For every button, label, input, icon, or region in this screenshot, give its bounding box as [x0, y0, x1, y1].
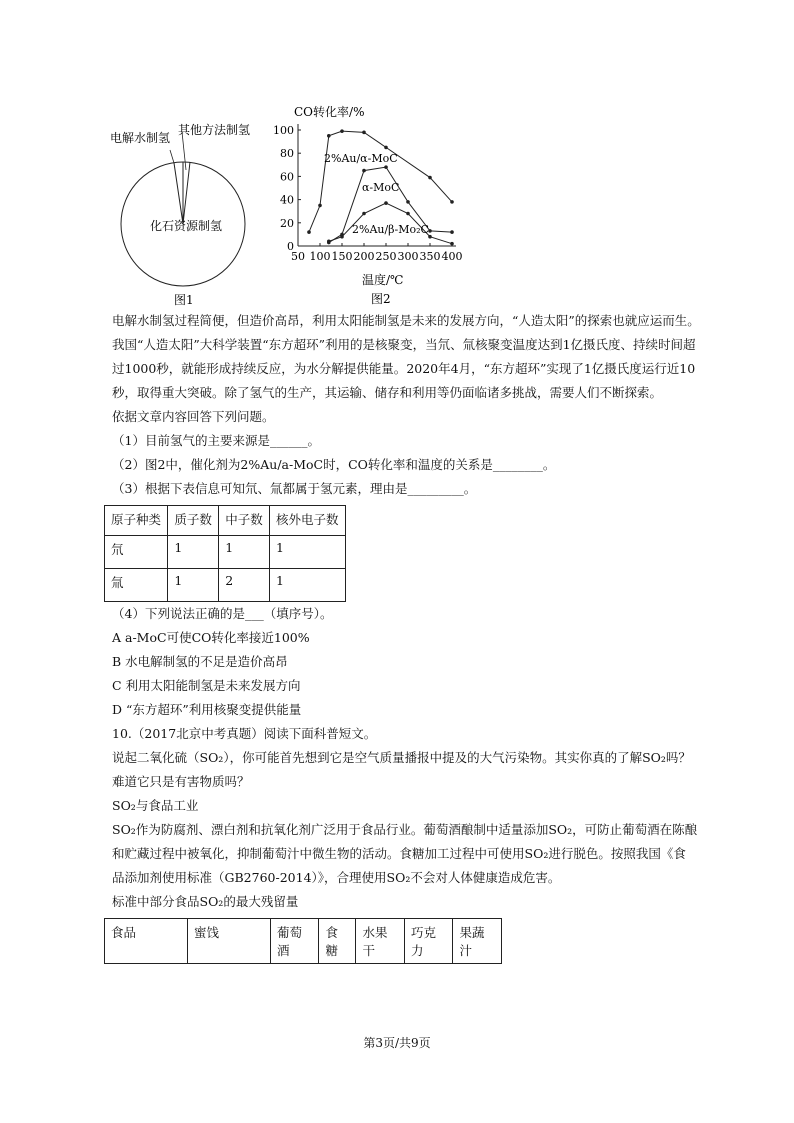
y-axis-label: CO转化率/% [294, 105, 365, 119]
data-point [450, 242, 454, 246]
x-tick-label: 150 [331, 250, 353, 263]
leader-line-1 [170, 150, 174, 163]
data-point [327, 240, 331, 244]
isotope-table [104, 505, 346, 602]
figure-1-caption: 图1 [174, 293, 194, 307]
data-point [406, 200, 410, 204]
data-point [384, 146, 388, 150]
table-header-cell: 果蔬汁 [453, 919, 502, 964]
so2-residue-table [104, 918, 502, 964]
table-header-cell: 巧克力 [404, 919, 452, 964]
figure-1 [108, 118, 268, 308]
data-point [450, 200, 454, 204]
table-cell: 1 [168, 536, 219, 569]
table-cell: 1 [219, 536, 270, 569]
y-tick-label: 60 [280, 170, 294, 184]
question-3: （3）根据下表信息可知氘、氚都属于氢元素，理由是_________。 [112, 481, 477, 496]
data-point [307, 230, 311, 234]
data-point [362, 131, 366, 135]
question-4: （4）下列说法正确的是___（填序号）。 [112, 606, 333, 621]
paragraph-line: 说起二氧化硫（SO₂），你可能首先想到它是空气质量播报中提及的大气污染物。其实你真的了解SO₂吗？ [112, 750, 691, 765]
series-label-au-beta: 2%Au/β-Mo₂C [352, 223, 429, 236]
table-cell: 1 [270, 536, 346, 569]
data-point [406, 212, 410, 216]
data-point [327, 134, 331, 138]
data-point [362, 212, 366, 216]
table-cell: 氘 [105, 536, 168, 569]
x-tick-label: 250 [375, 250, 397, 263]
table-header-cell: 蜜饯 [188, 919, 271, 964]
table-header-row [105, 506, 346, 536]
paragraph-line: 电解水制氢过程简便，但造价高昂，利用太阳能制氢是未来的发展方向，“人造太阳”的探索也就应运而生。 [112, 313, 700, 328]
table-cell: 2 [219, 569, 270, 602]
question-2: （2）图2中，催化剂为2%Au/a-MoC时，CO转化率和温度的关系是________。 [112, 457, 556, 472]
section-heading: SO₂与食品工业 [112, 798, 199, 813]
question-1: （1）目前氢气的主要来源是______。 [112, 433, 320, 448]
table-cell: 1 [270, 569, 346, 602]
paragraph-line: 我国“人造太阳”大科学装置“东方超环”利用的是核聚变，当氘、氚核聚变温度达到1亿摄氏度、持续时间超 [112, 337, 696, 352]
data-point [340, 129, 344, 133]
figure-2-caption: 图2 [371, 292, 391, 306]
table-cell: 1 [168, 569, 219, 602]
label-other-methods: 其他方法制氢 [178, 123, 251, 137]
page-footer: 第3页/共9页 [363, 1036, 431, 1050]
data-point [384, 201, 388, 205]
paragraph-line: SO₂作为防腐剂、漂白剂和抗氧化剂广泛用于食品行业。葡萄酒酿制中适量添加SO₂，可防止葡萄酒在陈酿 [112, 822, 698, 837]
x-tick-label: 100 [309, 250, 331, 263]
label-fossil: 化石资源制氢 [150, 219, 223, 233]
table-row [105, 536, 346, 569]
data-point [340, 235, 344, 239]
data-point [318, 204, 322, 208]
series-label-alpha: α-MoC [362, 181, 400, 194]
table-header-cell: 食糖 [319, 919, 356, 964]
table-header-cell: 质子数 [168, 506, 219, 536]
paragraph-line: 难道它只是有害物质吗？ [112, 774, 250, 789]
pie-chart [108, 118, 268, 308]
x-axis-label: 温度/℃ [362, 273, 404, 287]
y-tick-label: 40 [280, 193, 294, 207]
y-tick-label: 100 [273, 124, 294, 137]
x-tick-label: 350 [419, 250, 441, 263]
article-body [112, 309, 712, 501]
table-header-cell: 葡萄酒 [271, 919, 319, 964]
table-cell: 氚 [105, 569, 168, 602]
pie-divider-3 [183, 162, 190, 224]
table-header-cell: 原子种类 [105, 506, 168, 536]
y-tick-label: 20 [280, 216, 294, 230]
y-tick-label: 0 [287, 240, 294, 253]
x-tick-label: 400 [441, 250, 463, 263]
paragraph-line: 和贮藏过程中被氧化，抑制葡萄汁中微生物的活动。食糖加工过程中可使用SO₂进行脱色。按照我国《食 [112, 846, 686, 861]
table-row [105, 569, 346, 602]
table-caption: 标准中部分食品SO₂的最大残留量 [112, 894, 299, 909]
paragraph-line: 品添加剂使用标准（GB2760-2014）》，合理使用SO₂不会对人体健康造成危害。 [112, 870, 561, 885]
paragraph-line: 过1000秒，就能形成持续反应，为水分解提供能量。2020年4月，“东方超环”实现了1亿摄氏度运行近10 [112, 361, 696, 376]
data-point [362, 169, 366, 173]
co-conversion-chart [273, 100, 480, 310]
option-d: D “东方超环”利用核聚变提供能量 [112, 702, 302, 717]
table-header-cell: 食品 [105, 919, 188, 964]
paragraph-line: 秒，取得重大突破。除了氢气的生产，其运输、储存和利用等仍面临诸多挑战，需要人们不断探索。 [112, 385, 663, 400]
data-point [428, 176, 432, 180]
data-point [450, 230, 454, 234]
x-tick-label: 50 [291, 250, 305, 263]
y-tick-label: 80 [280, 147, 294, 161]
figure-2 [273, 100, 480, 310]
question-10-title: 10.（2017北京中考真题）阅读下面科普短文。 [112, 726, 377, 741]
data-point [384, 165, 388, 169]
option-a: A a-MoC可使CO转化率接近100% [112, 630, 310, 645]
x-tick-label: 300 [397, 250, 419, 263]
option-c: C 利用太阳能制氢是未来发展方向 [112, 678, 301, 693]
table-header-cell: 核外电子数 [270, 506, 346, 536]
question-intro: 依据文章内容回答下列问题。 [112, 409, 275, 424]
option-b: B 水电解制氢的不足是造价高昂 [112, 654, 288, 669]
pie-divider-2 [174, 163, 183, 224]
article-body-2 [112, 602, 712, 914]
table-header-cell: 水果干 [356, 919, 404, 964]
series-label-au-alpha: 2%Au/α-MoC [324, 152, 398, 165]
label-electrolysis: 电解水制氢 [110, 131, 171, 145]
table-header-row [105, 919, 502, 964]
table-header-cell: 中子数 [219, 506, 270, 536]
x-tick-label: 200 [353, 250, 375, 263]
